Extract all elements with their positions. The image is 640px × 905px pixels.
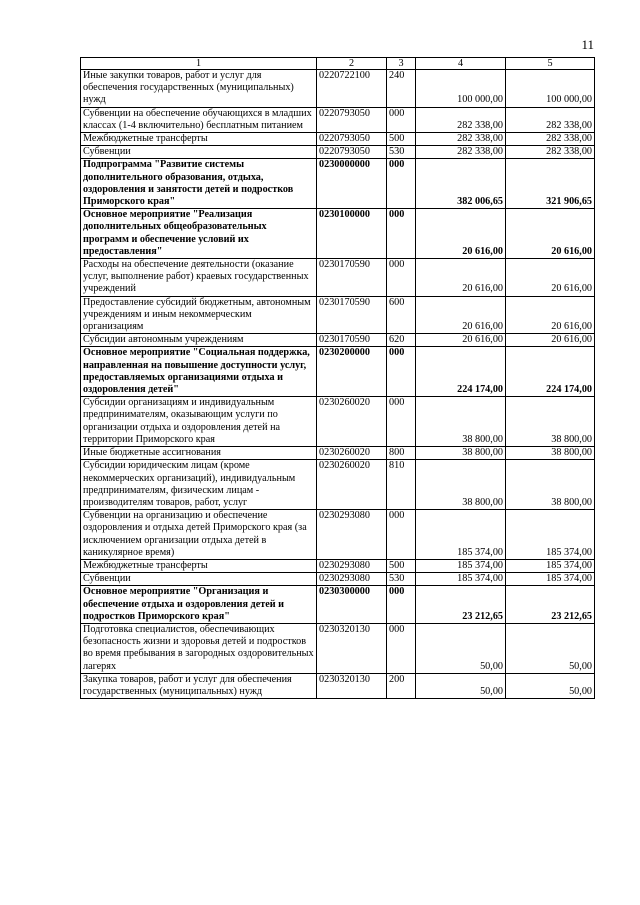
row-amount-col4-cell: 50,00 xyxy=(416,673,506,698)
header-cell-5: 5 xyxy=(506,58,595,70)
row-amount-col5-cell: 282 338,00 xyxy=(506,133,595,146)
row-amount-col5-cell: 38 800,00 xyxy=(506,397,595,447)
row-expense-type-cell: 000 xyxy=(387,397,416,447)
row-amount-col5-cell: 50,00 xyxy=(506,623,595,673)
row-code-cell: 0230200000 xyxy=(317,347,387,397)
row-amount-col4-cell: 20 616,00 xyxy=(416,209,506,259)
budget-table-body xyxy=(81,58,595,699)
row-amount-col5-cell: 224 174,00 xyxy=(506,347,595,397)
table-row xyxy=(81,70,595,108)
row-name-cell: Межбюджетные трансферты xyxy=(81,133,317,146)
table-row xyxy=(81,259,595,297)
row-expense-type-cell: 500 xyxy=(387,133,416,146)
row-amount-col5-cell: 185 374,00 xyxy=(506,559,595,572)
row-amount-col5-cell: 185 374,00 xyxy=(506,510,595,560)
table-row xyxy=(81,107,595,132)
row-name-cell: Иные бюджетные ассигнования xyxy=(81,447,317,460)
row-expense-type-cell: 530 xyxy=(387,573,416,586)
table-row xyxy=(81,159,595,209)
row-amount-col4-cell: 20 616,00 xyxy=(416,296,506,334)
row-expense-type-cell: 240 xyxy=(387,70,416,108)
table-header-row xyxy=(81,58,595,70)
row-amount-col5-cell: 38 800,00 xyxy=(506,447,595,460)
row-name-cell: Субсидии юридическим лицам (кроме некоммерческих организаций), индивидуальным предпринимателям, физическим лицам - производителям товаров, работ, услуг xyxy=(81,460,317,510)
table-row xyxy=(81,623,595,673)
row-code-cell: 0230260020 xyxy=(317,460,387,510)
row-name-cell: Основное мероприятие "Реализация дополнительных общеобразовательных программ и обеспечение условий их предоставления" xyxy=(81,209,317,259)
row-amount-col4-cell: 282 338,00 xyxy=(416,146,506,159)
row-code-cell: 0230170590 xyxy=(317,296,387,334)
header-cell-2: 2 xyxy=(317,58,387,70)
row-expense-type-cell: 620 xyxy=(387,334,416,347)
row-amount-col5-cell: 38 800,00 xyxy=(506,460,595,510)
row-code-cell: 0220793050 xyxy=(317,133,387,146)
row-expense-type-cell: 000 xyxy=(387,586,416,624)
row-name-cell: Субсидии организациям и индивидуальным предпринимателям, оказывающим услуги по организации отдыха и оздоровления детей на территории Приморского края xyxy=(81,397,317,447)
header-cell-1: 1 xyxy=(81,58,317,70)
row-amount-col4-cell: 23 212,65 xyxy=(416,586,506,624)
row-amount-col5-cell: 50,00 xyxy=(506,673,595,698)
row-name-cell: Подготовка специалистов, обеспечивающих безопасность жизни и здоровья детей и подростков во время пребывания в загородных оздоровительных лагерях xyxy=(81,623,317,673)
row-expense-type-cell: 000 xyxy=(387,347,416,397)
row-name-cell: Субвенции xyxy=(81,146,317,159)
row-amount-col5-cell: 20 616,00 xyxy=(506,209,595,259)
row-name-cell: Расходы на обеспечение деятельности (оказание услуг, выполнение работ) краевых государственных учреждений xyxy=(81,259,317,297)
table-row xyxy=(81,586,595,624)
row-amount-col5-cell: 20 616,00 xyxy=(506,334,595,347)
row-code-cell: 0220793050 xyxy=(317,107,387,132)
row-name-cell: Субвенции на организацию и обеспечение оздоровления и отдыха детей Приморского края (за исключением организации отдыха детей в каникулярное время) xyxy=(81,510,317,560)
row-amount-col5-cell: 23 212,65 xyxy=(506,586,595,624)
row-code-cell: 0230300000 xyxy=(317,586,387,624)
row-code-cell: 0220793050 xyxy=(317,146,387,159)
table-row xyxy=(81,397,595,447)
row-name-cell: Субвенции на обеспечение обучающихся в младших классах (1-4 включительно) бесплатным питанием xyxy=(81,107,317,132)
row-expense-type-cell: 530 xyxy=(387,146,416,159)
row-amount-col4-cell: 185 374,00 xyxy=(416,510,506,560)
row-code-cell: 0230260020 xyxy=(317,447,387,460)
row-name-cell: Предоставление субсидий бюджетным, автономным учреждениям и иным некоммерческим организациям xyxy=(81,296,317,334)
row-name-cell: Межбюджетные трансферты xyxy=(81,559,317,572)
row-amount-col5-cell: 282 338,00 xyxy=(506,146,595,159)
row-amount-col5-cell: 20 616,00 xyxy=(506,296,595,334)
table-row xyxy=(81,510,595,560)
row-name-cell: Подпрограмма "Развитие системы дополнительного образования, отдыха, оздоровления и занятости детей и подростков Приморского края" xyxy=(81,159,317,209)
header-cell-3: 3 xyxy=(387,58,416,70)
row-code-cell: 0230320130 xyxy=(317,673,387,698)
header-cell-4: 4 xyxy=(416,58,506,70)
row-expense-type-cell: 500 xyxy=(387,559,416,572)
row-amount-col5-cell: 100 000,00 xyxy=(506,70,595,108)
row-name-cell: Основное мероприятие "Социальная поддержка, направленная на повышение доступности услуг, предоставляемых организациями отдыха и оздоровления детей" xyxy=(81,347,317,397)
table-row xyxy=(81,146,595,159)
table-row xyxy=(81,447,595,460)
row-expense-type-cell: 000 xyxy=(387,107,416,132)
row-amount-col4-cell: 185 374,00 xyxy=(416,573,506,586)
row-amount-col5-cell: 321 906,65 xyxy=(506,159,595,209)
row-expense-type-cell: 800 xyxy=(387,447,416,460)
row-name-cell: Иные закупки товаров, работ и услуг для обеспечения государственных (муниципальных) нужд xyxy=(81,70,317,108)
row-code-cell: 0230320130 xyxy=(317,623,387,673)
table-row xyxy=(81,559,595,572)
row-amount-col4-cell: 382 006,65 xyxy=(416,159,506,209)
row-expense-type-cell: 000 xyxy=(387,623,416,673)
row-amount-col5-cell: 282 338,00 xyxy=(506,107,595,132)
table-row xyxy=(81,673,595,698)
row-expense-type-cell: 200 xyxy=(387,673,416,698)
row-amount-col4-cell: 20 616,00 xyxy=(416,334,506,347)
table-row xyxy=(81,209,595,259)
row-code-cell: 0230100000 xyxy=(317,209,387,259)
row-code-cell: 0230260020 xyxy=(317,397,387,447)
row-amount-col4-cell: 282 338,00 xyxy=(416,133,506,146)
table-row xyxy=(81,573,595,586)
row-name-cell: Субсидии автономным учреждениям xyxy=(81,334,317,347)
row-amount-col4-cell: 38 800,00 xyxy=(416,397,506,447)
row-amount-col4-cell: 224 174,00 xyxy=(416,347,506,397)
row-expense-type-cell: 000 xyxy=(387,510,416,560)
row-amount-col5-cell: 20 616,00 xyxy=(506,259,595,297)
row-name-cell: Закупка товаров, работ и услуг для обеспечения государственных (муниципальных) нужд xyxy=(81,673,317,698)
row-code-cell: 0230293080 xyxy=(317,559,387,572)
row-expense-type-cell: 000 xyxy=(387,259,416,297)
table-row xyxy=(81,133,595,146)
row-amount-col4-cell: 38 800,00 xyxy=(416,447,506,460)
row-expense-type-cell: 600 xyxy=(387,296,416,334)
row-amount-col4-cell: 185 374,00 xyxy=(416,559,506,572)
page-number: 11 xyxy=(581,37,594,52)
table-row xyxy=(81,296,595,334)
table-row xyxy=(81,460,595,510)
table-row xyxy=(81,334,595,347)
row-code-cell: 0230293080 xyxy=(317,510,387,560)
row-code-cell: 0230170590 xyxy=(317,334,387,347)
table-row xyxy=(81,347,595,397)
row-name-cell: Субвенции xyxy=(81,573,317,586)
row-code-cell: 0230000000 xyxy=(317,159,387,209)
row-expense-type-cell: 000 xyxy=(387,159,416,209)
row-amount-col5-cell: 185 374,00 xyxy=(506,573,595,586)
row-amount-col4-cell: 38 800,00 xyxy=(416,460,506,510)
row-amount-col4-cell: 100 000,00 xyxy=(416,70,506,108)
budget-table xyxy=(80,57,595,699)
row-name-cell: Основное мероприятие "Организация и обеспечение отдыха и оздоровления детей и подростков Приморского края" xyxy=(81,586,317,624)
row-expense-type-cell: 810 xyxy=(387,460,416,510)
row-amount-col4-cell: 20 616,00 xyxy=(416,259,506,297)
row-code-cell: 0220722100 xyxy=(317,70,387,108)
row-amount-col4-cell: 282 338,00 xyxy=(416,107,506,132)
row-amount-col4-cell: 50,00 xyxy=(416,623,506,673)
row-expense-type-cell: 000 xyxy=(387,209,416,259)
row-code-cell: 0230170590 xyxy=(317,259,387,297)
row-code-cell: 0230293080 xyxy=(317,573,387,586)
